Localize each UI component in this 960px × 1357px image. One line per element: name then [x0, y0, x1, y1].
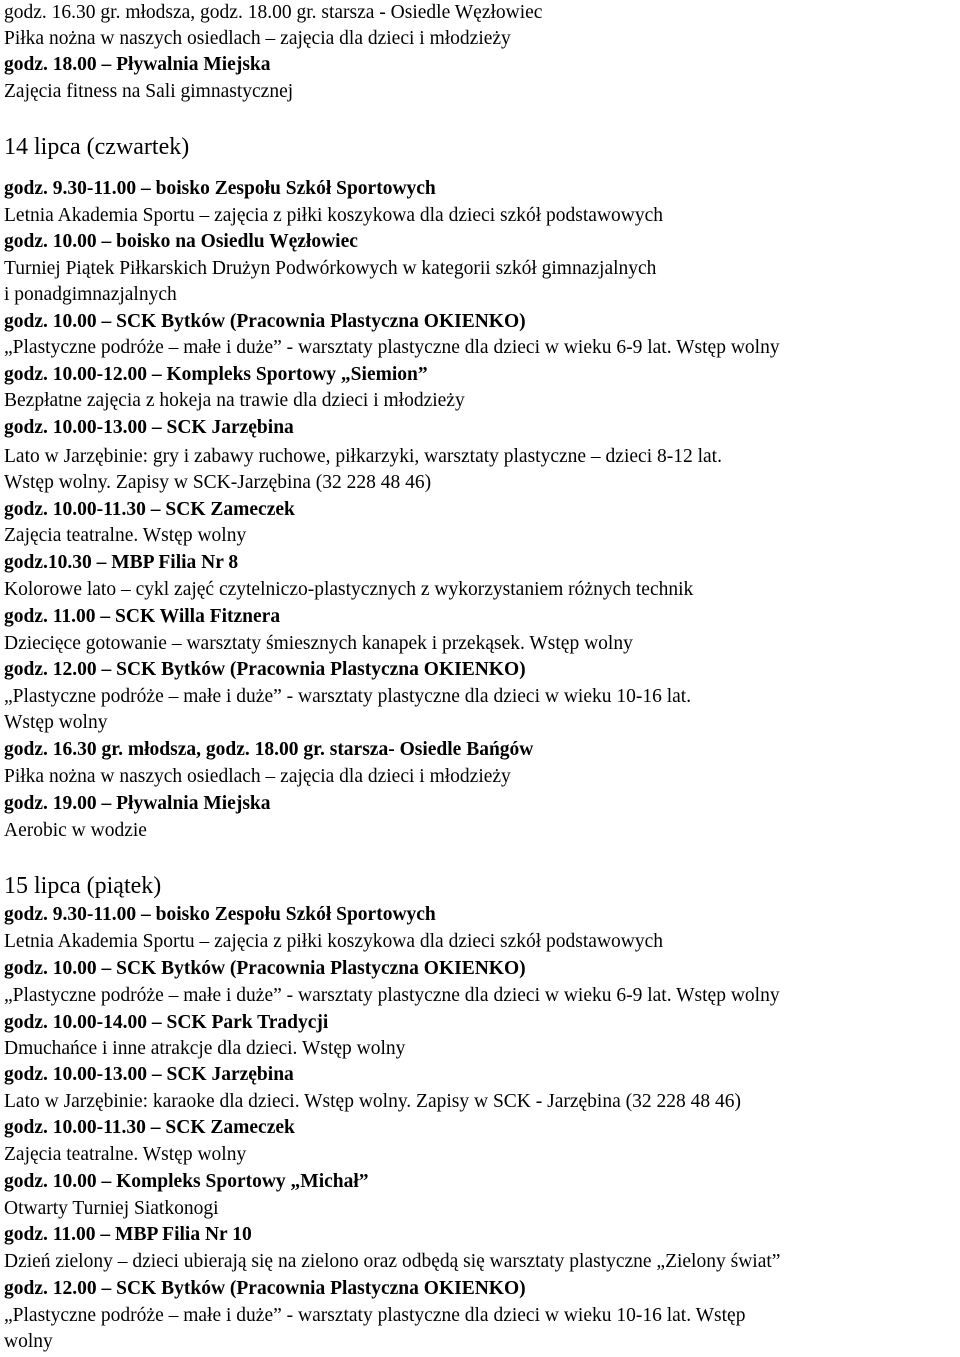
event-description: Dziecięce gotowanie – warsztaty śmiesznych kanapek i przekąsek. Wstęp wolny — [4, 633, 633, 654]
event-time-venue: godz. 9.30-11.00 – boisko Zespołu Szkół Sportowych — [4, 178, 436, 199]
event-description: „Plastyczne podróże – małe i duże” - warsztaty plastyczne dla dzieci w wieku 10-16 lat. — [4, 686, 692, 707]
event-time-venue: godz. 10.00 – boisko na Osiedlu Węzłowiec — [4, 231, 358, 252]
event-description: i ponadgimnazjalnych — [4, 284, 177, 305]
event-description: Dmuchańce i inne atrakcje dla dzieci. Wstęp wolny — [4, 1038, 406, 1059]
event-description: Turniej Piątek Piłkarskich Drużyn Podwórkowych w kategorii szkół gimnazjalnych — [4, 258, 657, 279]
event-description: „Plastyczne podróże – małe i duże” - warsztaty plastyczne dla dzieci w wieku 6-9 lat. Wstęp wolny — [4, 337, 780, 358]
event-description: Wstęp wolny — [4, 712, 108, 733]
event-description: „Plastyczne podróże – małe i duże” - warsztaty plastyczne dla dzieci w wieku 6-9 lat. Wstęp wolny — [4, 985, 780, 1006]
event-description: godz. 16.30 gr. młodsza, godz. 18.00 gr. starsza - Osiedle Węzłowiec — [4, 2, 543, 23]
event-time-venue: godz. 18.00 – Pływalnia Miejska — [4, 54, 271, 75]
event-description: „Plastyczne podróże – małe i duże” - warsztaty plastyczne dla dzieci w wieku 10-16 lat. Wstęp — [4, 1305, 746, 1326]
event-description: Kolorowe lato – cykl zajęć czytelniczo-plastycznych z wykorzystaniem różnych technik — [4, 579, 694, 600]
event-time-venue: godz. 16.30 gr. młodsza, godz. 18.00 gr. starsza- Osiedle Bańgów — [4, 739, 534, 760]
event-description: Zajęcia teatralne. Wstęp wolny — [4, 1144, 247, 1165]
event-time-venue: godz. 10.00-13.00 – SCK Jarzębina — [4, 417, 294, 438]
event-description: Letnia Akademia Sportu – zajęcia z piłki koszykowa dla dzieci szkół podstawowych — [4, 205, 664, 226]
event-time-venue: godz. 10.00-13.00 – SCK Jarzębina — [4, 1064, 294, 1085]
event-time-venue: godz. 10.00-11.30 – SCK Zameczek — [4, 1117, 295, 1138]
event-description: Bezpłatne zajęcia z hokeja na trawie dla dzieci i młodzieży — [4, 390, 465, 411]
event-description: Zajęcia teatralne. Wstęp wolny — [4, 525, 247, 546]
event-description: Otwarty Turniej Siatkonogi — [4, 1198, 219, 1219]
event-time-venue: godz. 10.00 – SCK Bytków (Pracownia Plastyczna OKIENKO) — [4, 311, 526, 332]
event-time-venue: godz. 10.00-14.00 – SCK Park Tradycji — [4, 1012, 329, 1033]
event-description: Lato w Jarzębinie: karaoke dla dzieci. Wstęp wolny. Zapisy w SCK - Jarzębina (32 228 48 46) — [4, 1091, 741, 1112]
event-time-venue: godz. 19.00 – Pływalnia Miejska — [4, 793, 271, 814]
date-heading: 15 lipca (piątek) — [4, 873, 162, 899]
event-description: Aerobic w wodzie — [4, 820, 147, 841]
event-time-venue: godz. 10.00 – Kompleks Sportowy „Michał” — [4, 1171, 369, 1192]
event-time-venue: godz. 10.00-11.30 – SCK Zameczek — [4, 499, 295, 520]
event-time-venue: godz. 11.00 – MBP Filia Nr 10 — [4, 1224, 252, 1245]
date-heading: 14 lipca (czwartek) — [4, 134, 190, 160]
event-time-venue: godz. 10.00 – SCK Bytków (Pracownia Plastyczna OKIENKO) — [4, 958, 526, 979]
event-time-venue: godz. 12.00 – SCK Bytków (Pracownia Plastyczna OKIENKO) — [4, 1278, 526, 1299]
event-description: Piłka nożna w naszych osiedlach – zajęcia dla dzieci i młodzieży — [4, 766, 511, 787]
event-time-venue: godz. 9.30-11.00 – boisko Zespołu Szkół Sportowych — [4, 904, 436, 925]
event-description: Wstęp wolny. Zapisy w SCK-Jarzębina (32 228 48 46) — [4, 472, 432, 493]
event-time-venue: godz. 10.00-12.00 – Kompleks Sportowy „Siemion” — [4, 364, 428, 385]
event-time-venue: godz. 12.00 – SCK Bytków (Pracownia Plastyczna OKIENKO) — [4, 659, 526, 680]
event-description: Dzień zielony – dzieci ubierają się na zielono oraz odbędą się warsztaty plastyczne „Zielony świat” — [4, 1251, 781, 1272]
event-description: Zajęcia fitness na Sali gimnastycznej — [4, 81, 294, 102]
event-description: wolny — [4, 1331, 53, 1352]
event-description: Lato w Jarzębinie: gry i zabawy ruchowe, piłkarzyki, warsztaty plastyczne – dzieci 8-12 lat. — [4, 446, 722, 467]
event-description: Piłka nożna w naszych osiedlach – zajęcia dla dzieci i młodzieży — [4, 28, 511, 49]
event-time-venue: godz. 11.00 – SCK Willa Fitznera — [4, 606, 281, 627]
event-description: Letnia Akademia Sportu – zajęcia z piłki koszykowa dla dzieci szkół podstawowych — [4, 931, 664, 952]
event-time-venue: godz.10.30 – MBP Filia Nr 8 — [4, 552, 239, 573]
